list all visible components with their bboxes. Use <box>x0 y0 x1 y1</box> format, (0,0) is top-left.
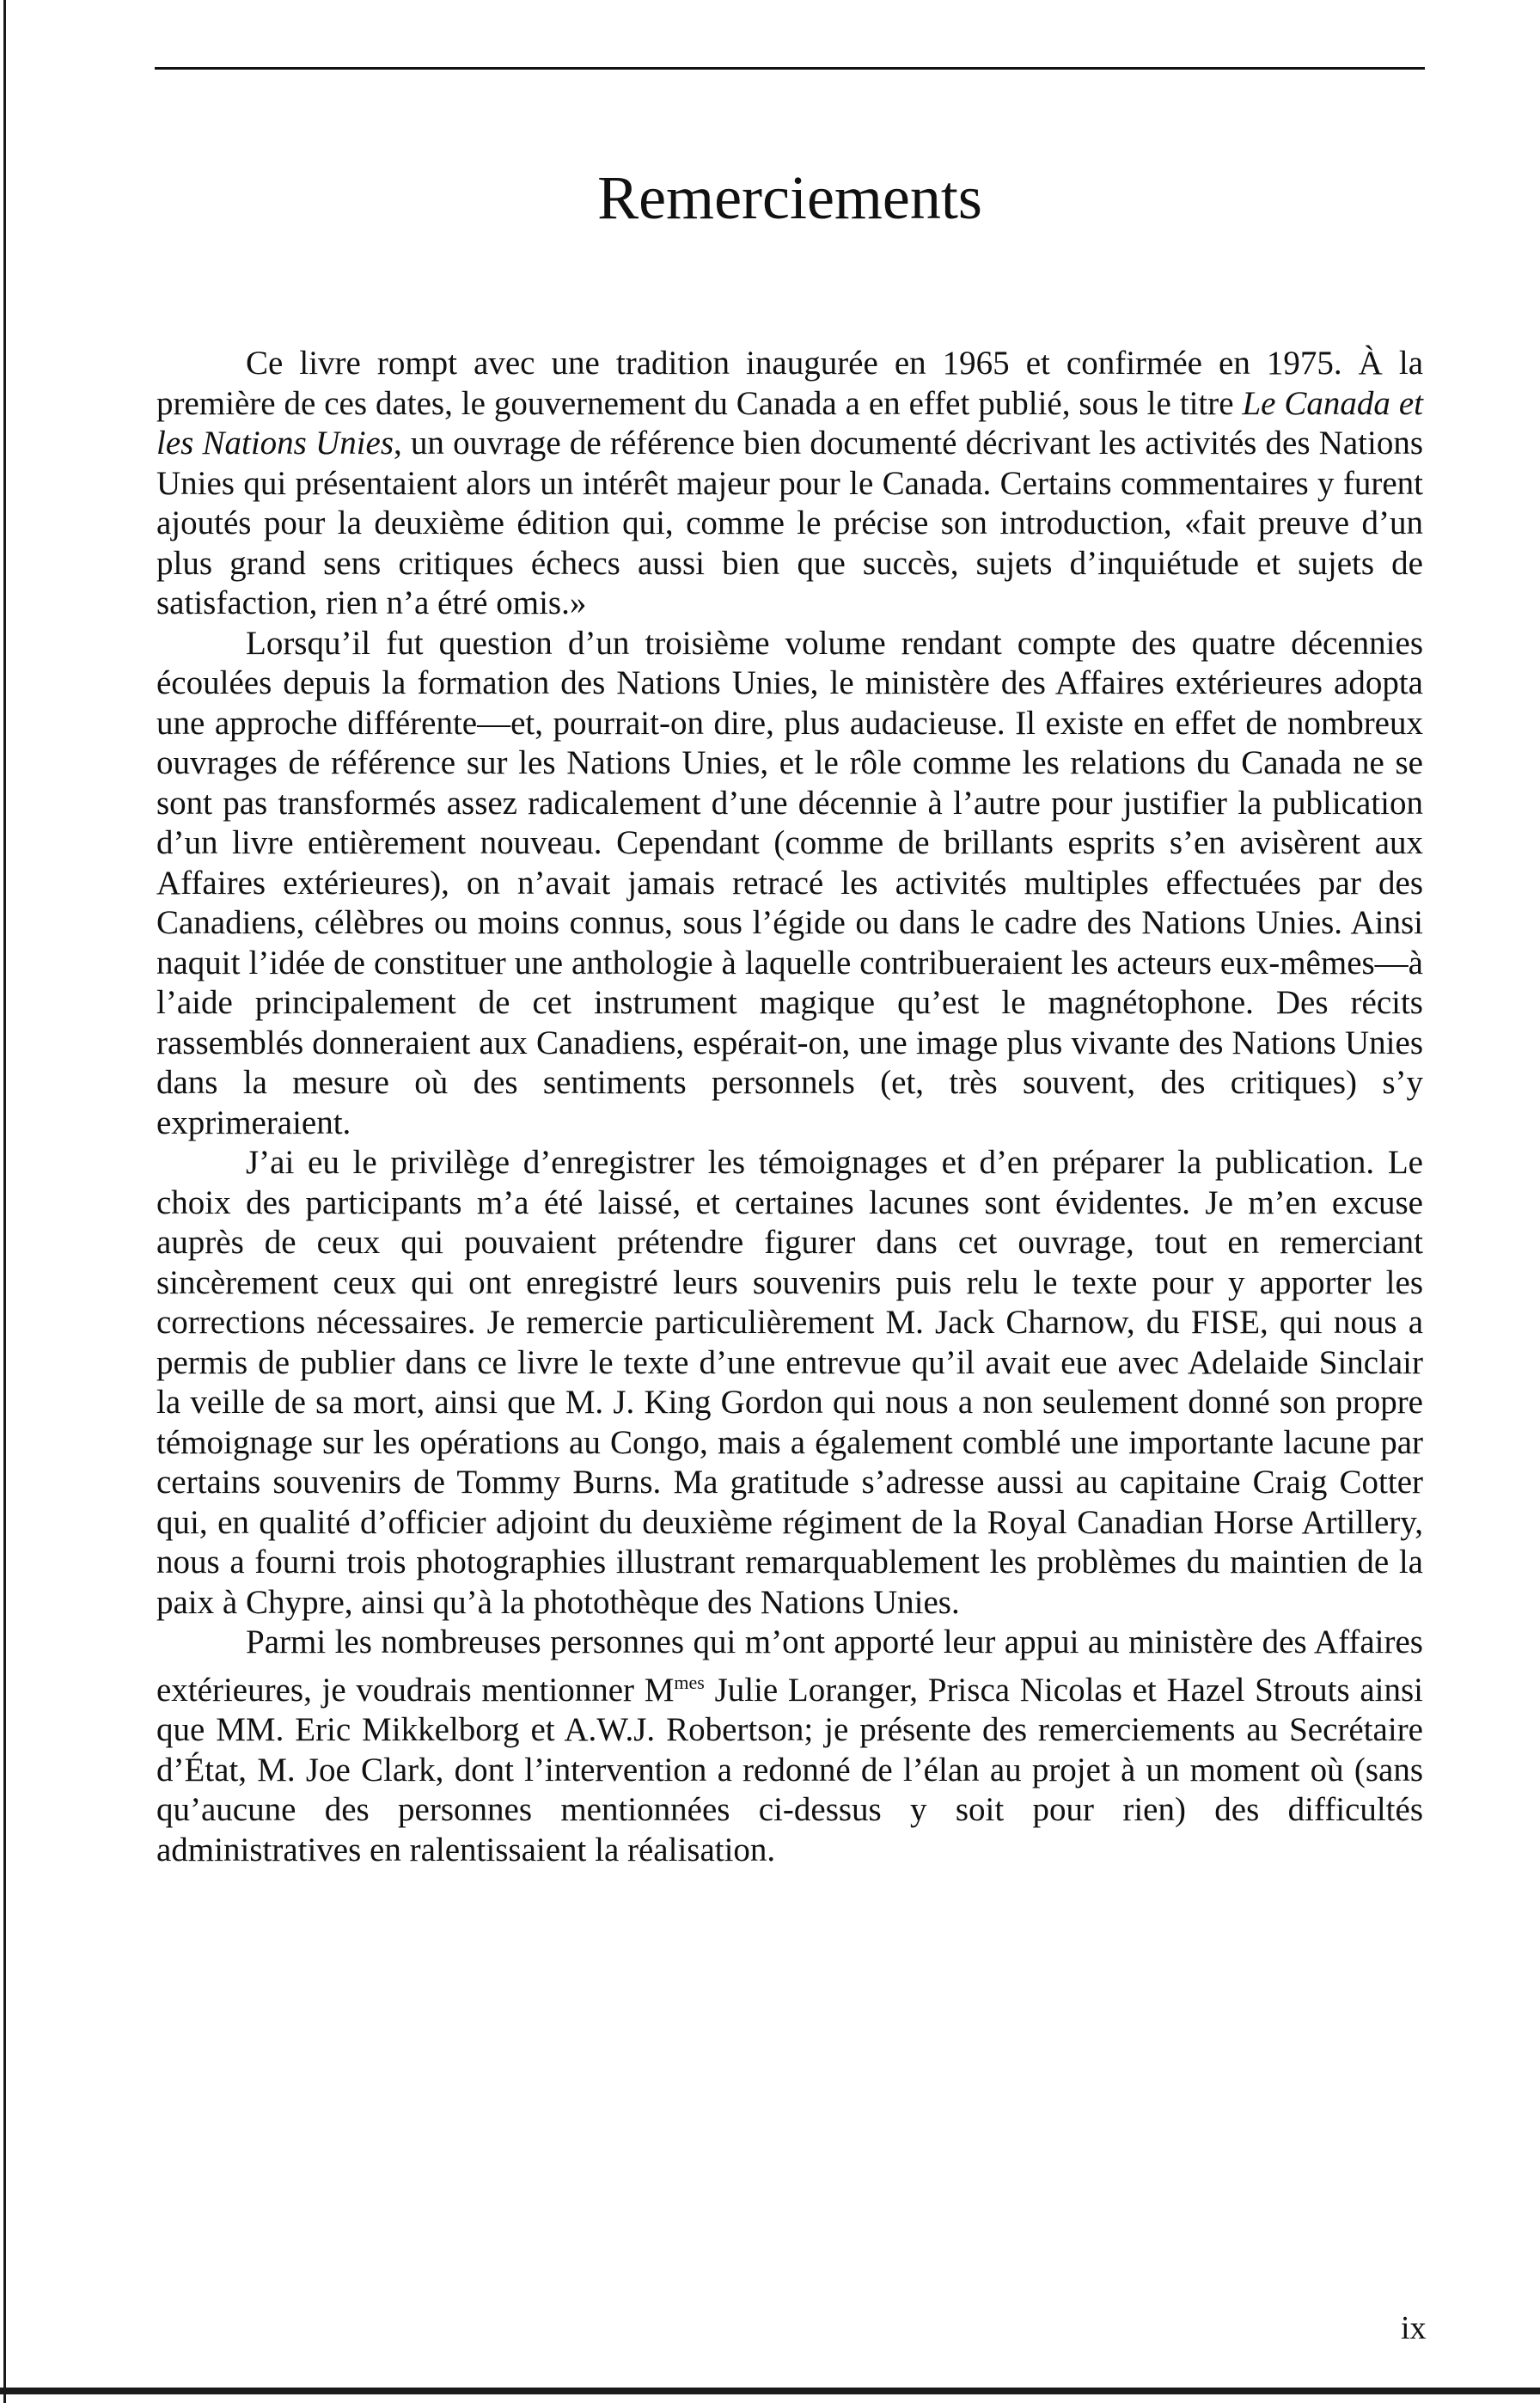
superscript-mes: mes <box>674 1671 705 1693</box>
paragraph-4 <box>156 1623 1423 1870</box>
body-text <box>156 344 1423 1870</box>
book-title: Le Canada et les Nations Unies <box>156 384 1423 462</box>
paragraph-1 <box>156 344 1423 624</box>
scan-edge-left <box>3 0 6 2403</box>
page-number: ix <box>1401 2310 1427 2346</box>
paragraph-1-end: , un ouvrage de référence bien documenté décrivant les activités des Nations Unies qui présentaient alors un intérêt majeur pour le Canada. Certains commentaires y furent ajoutés pour la deuxième édition qui, comme le précise son introduction, «fait preuve d’un plus grand sens critiques échecs aussi bien que succès, sujets d’inquiétude et sujets de satisfaction, rien n’a étré omis.» <box>156 425 1423 621</box>
paragraph-4-end: Julie Loranger, Prisca Nicolas et Hazel Strouts ainsi que MM. Eric Mikkelborg et A.W.J. Robertson; je présente des remerciements au Secrétaire d’État, M. Joe Clark, dont l’intervention a redonné de l’élan au projet à un moment où (sans qu’aucune des personnes mentionnées ci-dessus y soit pour rien) des difficultés administratives en ralentissaient la réalisation. <box>156 1671 1424 1868</box>
paragraph-4-start: Parmi les nombreuses personnes qui m’ont apporté leur appui au ministère des Affaires extérieures, je voudrais mentionner M <box>156 1623 1423 1709</box>
page-title: Remerciements <box>597 163 982 232</box>
scan-edge-bottom <box>0 2388 1540 2394</box>
paragraph-3: J’ai eu le privilège d’enregistrer les témoignages et d’en préparer la publication. Le choix des participants m’a été laissé, et certaines lacunes sont évidentes. Je m’en excuse auprès de ceux qui pouvaient prétendre figurer dans cet ouvrage, tout en remerciant sincèrement ceux qui ont enregistré leurs souvenirs puis relu le texte pour y apporter les corrections nécessaires. Je remercie particulièrement M. Jack Charnow, du FISE, qui nous a permis de publier dans ce livre le texte d’une entrevue qu’il avait eue avec Adelaide Sinclair la veille de sa mort, ainsi que M. J. King Gordon qui nous a non seulement donné son propre témoignage sur les opérations au Congo, mais a également comblé une importante lacune par certains souvenirs de Tommy Burns. Ma gratitude s’adresse aussi au capitaine Craig Cotter qui, en qualité d’officier adjoint du deuxième régiment de la Royal Canadian Horse Artillery, nous a fourni trois photographies illustrant remarquablement les problèmes du maintien de la paix à Chypre, ainsi qu’à la photothèque des Nations Unies. <box>156 1144 1423 1621</box>
paragraph-2: Lorsqu’il fut question d’un troisième volume rendant compte des quatre décennies écoulées depuis la formation des Nations Unies, le ministère des Affaires extérieures adopta une approche différente—et, pourrait-on dire, plus audacieuse. Il existe en effet de nombreux ouvrages de référence sur les Nations Unies, et le rôle comme les relations du Canada ne se sont pas transformés assez radicalement d’une décennie à l’autre pour justifier la publication d’un livre entièrement nouveau. Cependant (comme de brillants esprits s’en avisèrent aux Affaires extérieures), on n’avait jamais retracé les activités multiples effectuées par des Canadiens, célèbres ou moins connus, sous l’égide ou dans le cadre des Nations Unies. Ainsi naquit l’idée de constituer une anthologie à laquelle contribueraient les acteurs eux-mêmes—à l’aide principalement de cet instrument magique qu’est le magnétophone. Des récits rassemblés donneraient aux Canadiens, espérait-on, une image plus vivante des Nations Unies dans la mesure où des sentiments personnels (et, très souvent, des critiques) s’y exprimeraient. <box>156 624 1423 1141</box>
paragraph-1-start: Ce livre rompt avec une tradition inaugurée en 1965 et confirmée en 1975. À la première de ces dates, le gouvernement du Canada a en effet publié, sous le titre <box>156 345 1423 422</box>
top-rule <box>155 67 1425 70</box>
